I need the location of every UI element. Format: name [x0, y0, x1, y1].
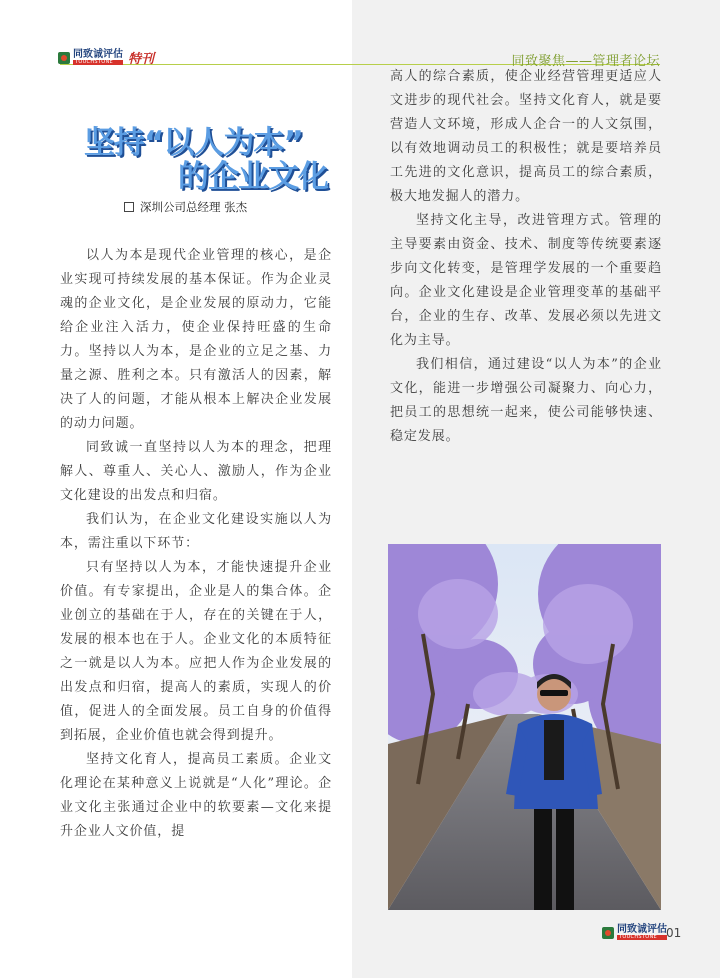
- paragraph: 以人为本是现代企业管理的核心，是企业实现可持续发展的基本保证。作为企业灵魂的企业文化，是企业发展的原动力，它能给企业注入活力，使企业保持旺盛的生命力。坚持以人为本，是企业的立足之基、力量之源、胜利之本。只有激活人的因素，解决了人的问题，才能从根本上解决企业发展的动力问题。: [60, 248, 332, 431]
- paragraph: 坚持文化主导，改进管理方式。管理的主导要素由资金、技术、制度等传统要素逐步向文化转变，是管理学发展的一个重要趋向。企业文化建设是企业管理变革的基础平台，企业的生存、改革、发展必须以先进文化为主导。: [390, 213, 662, 348]
- photo-illustration: [388, 544, 661, 910]
- paragraph-continuation: 高人的综合素质，使企业经营管理更适应人文进步的现代社会。坚持文化育人，就是要营造人文环境，形成人企合一的人文氛围，以有效地调动员工的积极性；就是要培养员工先进的文化意识，提高员工的综合素质，极大地发掘人的潜力。: [390, 69, 662, 204]
- brand-mark-icon: [602, 927, 614, 939]
- author-photo: [388, 544, 661, 910]
- byline-text: 深圳公司总经理 张杰: [140, 200, 248, 214]
- footer-logo-cn: 同致诚评估: [617, 924, 667, 935]
- square-bullet-icon: [124, 202, 134, 212]
- logo-en: TOUCHSTONE: [73, 60, 123, 65]
- page-number: 01: [666, 926, 682, 940]
- headline-line2: 的企业文化: [178, 159, 328, 195]
- footer-logo-en: TOUCHSTONE: [617, 935, 667, 940]
- paragraph: 同致诚一直坚持以人为本的理念，把理解人、尊重人、关心人、激励人，作为企业文化建设的出发点和归宿。: [60, 440, 332, 503]
- feature-tag: 特刊: [128, 52, 155, 67]
- byline: [124, 199, 247, 215]
- logo-cn: 同致诚评估: [73, 49, 123, 60]
- brand-mark-icon: [58, 52, 70, 64]
- headline-line1: 坚持“以人为本”: [84, 125, 303, 161]
- section-title: 同致聚焦——管理者论坛: [511, 54, 660, 69]
- paragraph: 只有坚持以人为本，才能快速提升企业价值。有专家提出，企业是人的集合体。企业创立的基础在于人，存在的关键在于人，发展的根本也在于人。企业文化的本质特征之一就是以人为本。应把人作为企业发展的出发点和归宿，提高人的素质，实现人的价值，促进人的全面发展。员工自身的价值得到拓展，企业价值也就会得到提升。: [60, 560, 332, 743]
- paragraph: 我们认为，在企业文化建设实施以人为本，需注重以下环节：: [60, 512, 332, 551]
- header-logo: [58, 48, 154, 67]
- paragraph: 坚持文化育人，提高员工素质。企业文化理论在某种意义上说就是“人化”理论。企业文化主张通过企业中的软要素—文化来提升企业人文价值，提: [60, 752, 332, 839]
- footer-logo: [602, 925, 667, 940]
- left-column: [60, 244, 332, 844]
- right-column: [390, 65, 662, 449]
- paragraph: 我们相信，通过建设“以人为本”的企业文化，能进一步增强公司凝聚力、向心力，把员工的思想统一起来，使公司能够快速、稳定发展。: [390, 357, 662, 444]
